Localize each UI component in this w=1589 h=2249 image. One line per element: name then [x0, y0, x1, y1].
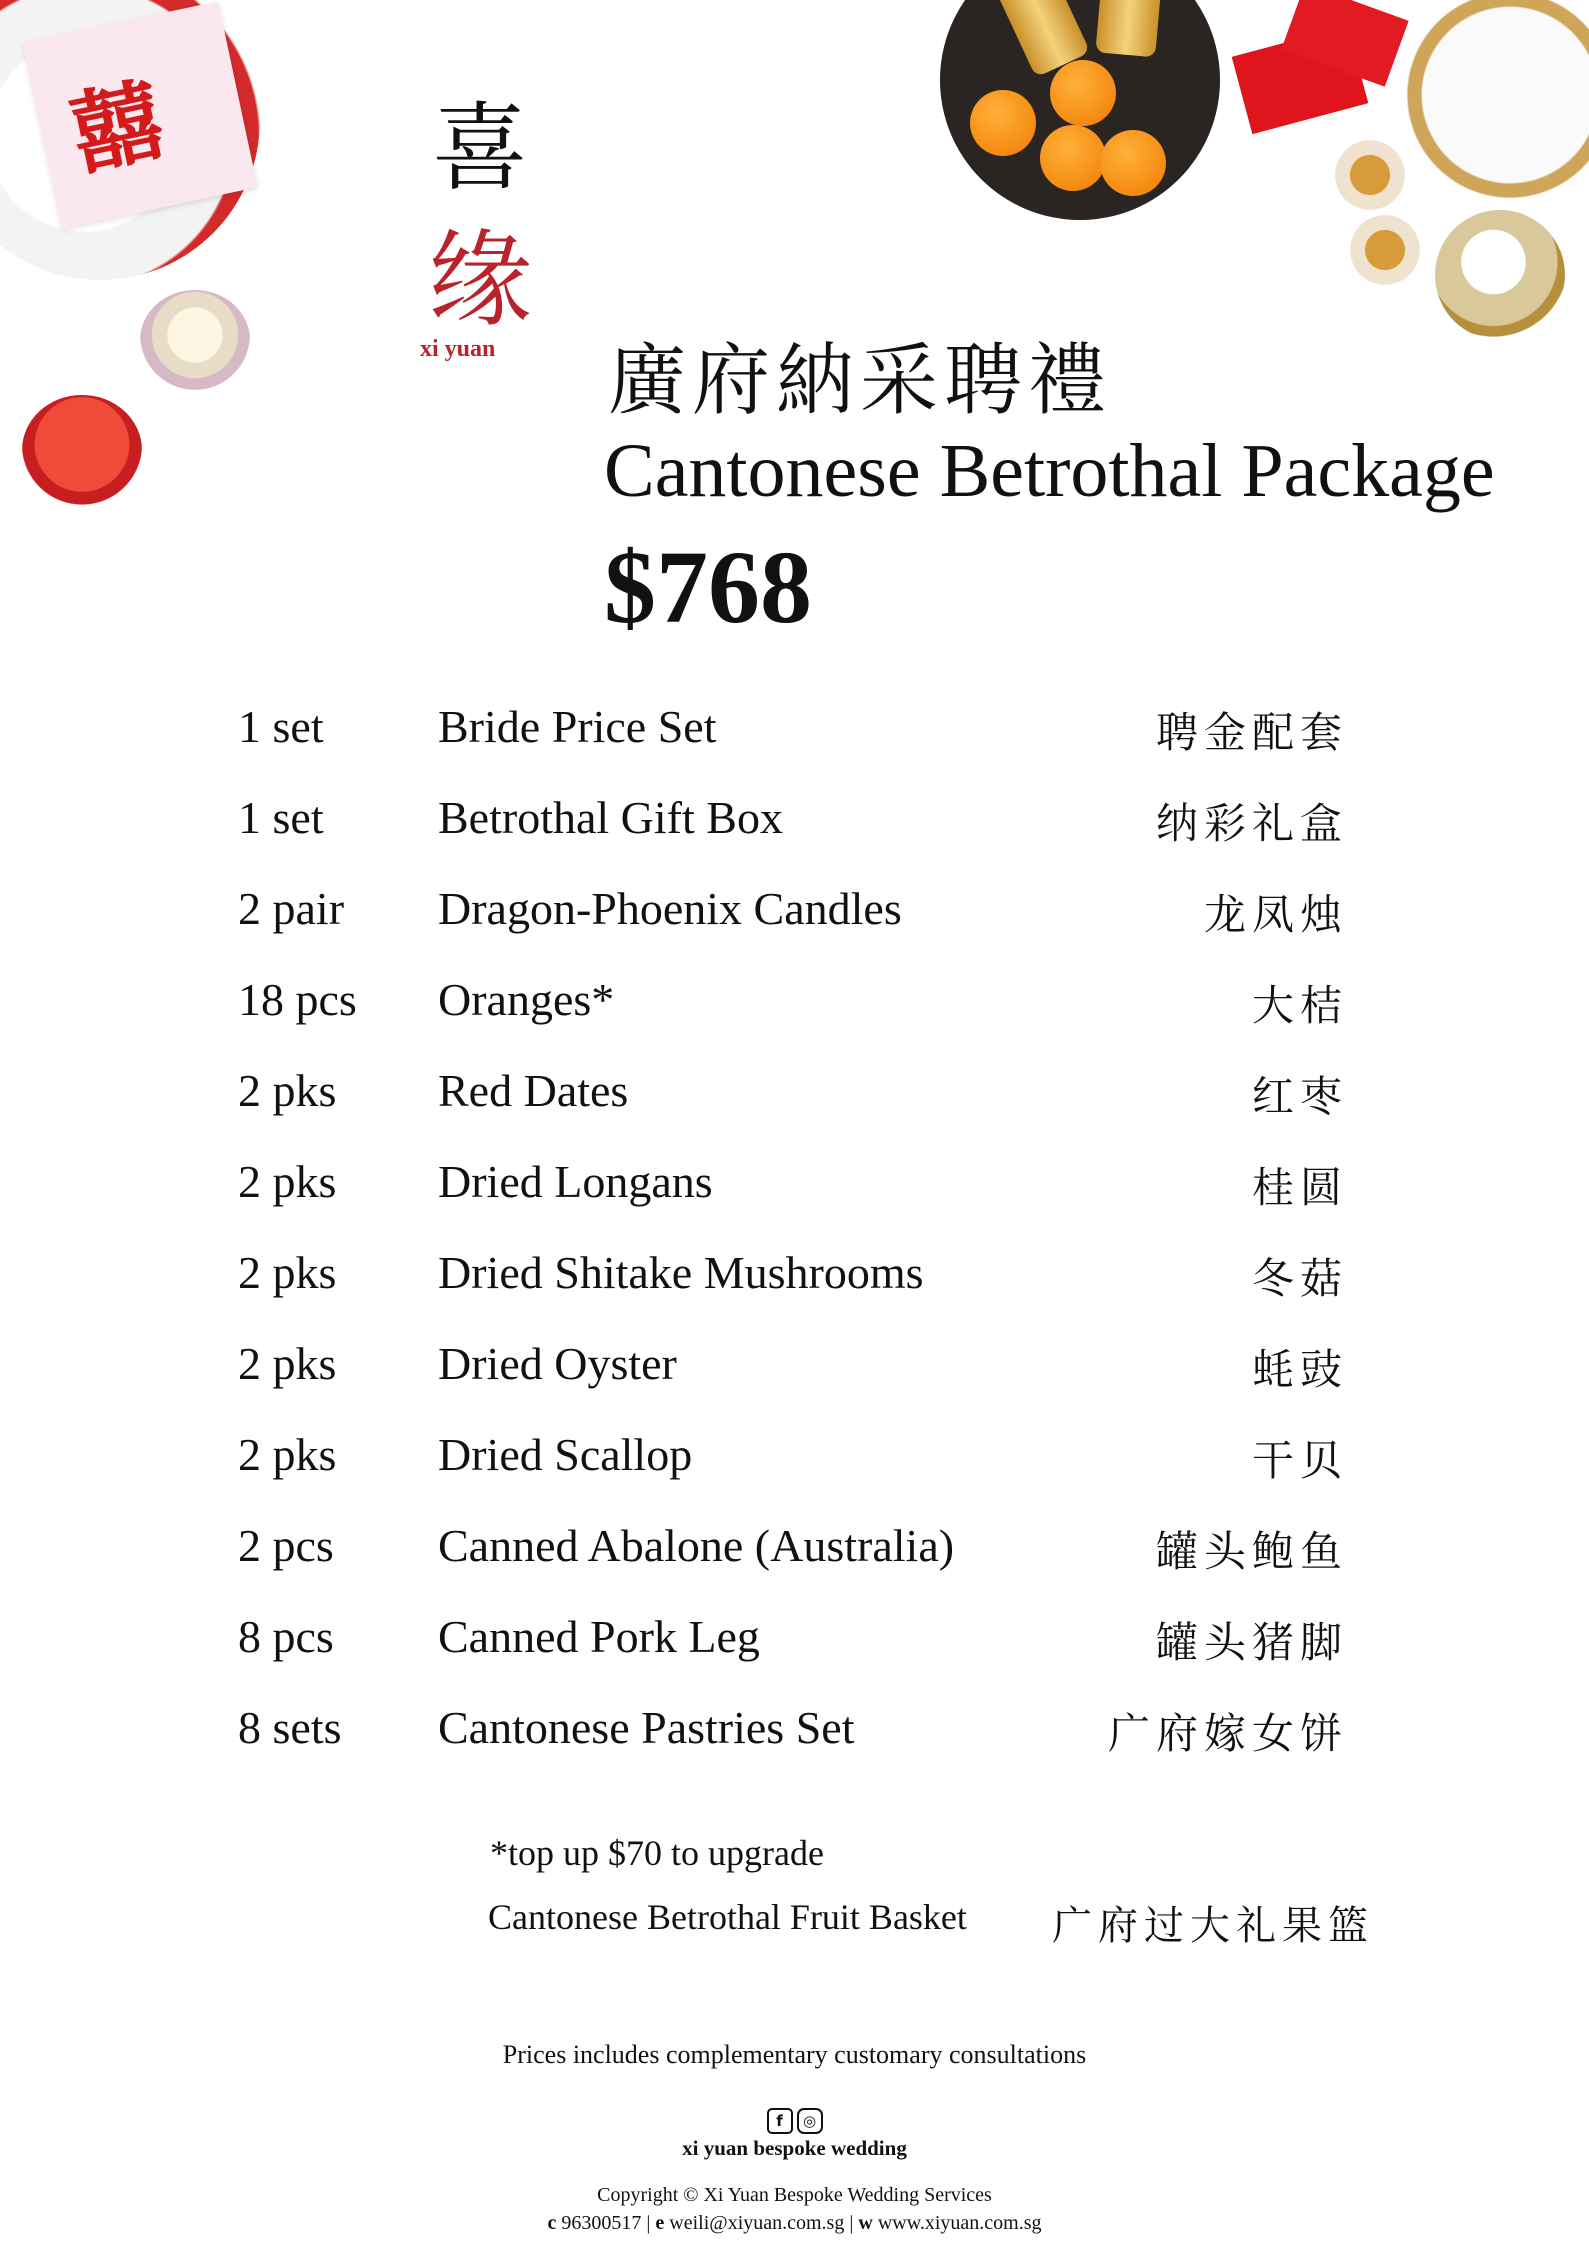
item-quantity: 2 pks: [238, 1156, 337, 1207]
item-name: Canned Pork Leg: [438, 1611, 760, 1662]
item-quantity: 2 pks: [238, 1247, 337, 1298]
item-name: Dried Oyster: [438, 1338, 677, 1389]
red-pincushion-photo: [22, 395, 142, 505]
instagram-icon[interactable]: ◎: [797, 2108, 823, 2134]
website-label: w: [858, 2212, 873, 2234]
item-quantity: 2 pks: [238, 1065, 337, 1116]
item-name: Bride Price Set: [438, 701, 717, 752]
orange-icon: [1100, 130, 1166, 196]
item-name-chinese: 红枣: [1251, 1072, 1348, 1121]
item-quantity: 2 pcs: [238, 1520, 334, 1571]
item-name: Dragon-Phoenix Candles: [438, 883, 902, 934]
item-name-chinese: 罐头鲍鱼: [1155, 1527, 1348, 1576]
can-icon: [1095, 0, 1164, 57]
item-quantity: 18 pcs: [238, 974, 357, 1025]
teacup-photo: [1335, 140, 1405, 210]
list-item: [238, 1155, 1348, 1246]
item-list: [238, 700, 1348, 1792]
package-title: Cantonese Betrothal Package: [604, 429, 1495, 513]
item-name: Dried Shitake Mushrooms: [438, 1247, 924, 1298]
item-quantity: 2 pks: [238, 1429, 337, 1480]
item-name-chinese: 龙凤烛: [1203, 890, 1348, 939]
item-quantity: 2 pair: [238, 883, 345, 934]
item-name-chinese: 广府嫁女饼: [1107, 1709, 1348, 1758]
fruit-bowl-photo: [940, 0, 1220, 220]
item-name: Dried Longans: [438, 1156, 713, 1207]
item-quantity: 2 pks: [238, 1338, 337, 1389]
double-happiness-cloth-photo: [22, 1, 257, 228]
item-name-chinese: 冬菇: [1251, 1254, 1348, 1303]
item-name: Cantonese Pastries Set: [438, 1702, 855, 1753]
item-quantity: 1 set: [238, 701, 324, 752]
item-name-chinese: 干贝: [1251, 1436, 1348, 1485]
list-item: [238, 791, 1348, 882]
list-item: [238, 1337, 1348, 1428]
phone-number: 96300517: [561, 2212, 642, 2234]
upgrade-note: *top up $70 to upgrade: [490, 1833, 824, 1873]
item-name-chinese: 蚝豉: [1251, 1345, 1348, 1394]
logo-yuan-character: 缘: [428, 219, 533, 341]
contact-line: c 96300517 | e weili@xiyuan.com.sg | w www.xiyuan.com.sg: [547, 2212, 1042, 2234]
social-icons: [0, 2106, 1589, 2134]
item-name: Red Dates: [438, 1065, 629, 1116]
package-title-chinese: 廣府納采聘禮: [608, 336, 1113, 426]
orange-icon: [970, 90, 1036, 156]
item-name-chinese: 大桔: [1251, 981, 1348, 1030]
list-item: [238, 1610, 1348, 1701]
tea-cup-photo: [140, 290, 250, 390]
orange-icon: [1040, 125, 1106, 191]
copyright-text: Copyright © Xi Yuan Bespoke Wedding Services: [597, 2184, 992, 2206]
list-item: [238, 882, 1348, 973]
phone-label: c: [547, 2212, 557, 2234]
item-name: Betrothal Gift Box: [438, 792, 783, 843]
orange-icon: [1050, 60, 1116, 126]
list-item: [238, 1246, 1348, 1337]
double-happiness-icon: 囍: [62, 67, 173, 190]
list-item: [238, 973, 1348, 1064]
package-price: $768: [604, 530, 812, 645]
list-item: [238, 1519, 1348, 1610]
list-item: [238, 1701, 1348, 1792]
item-name-chinese: 聘金配套: [1155, 708, 1348, 757]
list-item: [238, 1428, 1348, 1519]
logo-text: xi yuan: [420, 336, 496, 362]
item-quantity: 8 pcs: [238, 1611, 334, 1662]
teacup-photo: [1350, 215, 1420, 285]
footer-brand: xi yuan bespoke wedding: [682, 2136, 907, 2160]
logo-xi-character: 喜: [432, 92, 528, 204]
item-name-chinese: 罐头猪脚: [1155, 1618, 1348, 1667]
item-name: Dried Scallop: [438, 1429, 693, 1480]
item-quantity: 8 sets: [238, 1702, 342, 1753]
email-label: e: [655, 2212, 665, 2234]
item-name: Oranges*: [438, 974, 615, 1025]
facebook-icon[interactable]: f: [767, 2108, 793, 2134]
consultation-note: Prices includes complementary customary consultations: [502, 2040, 1087, 2069]
list-item: [238, 1064, 1348, 1155]
upgrade-item-name: Cantonese Betrothal Fruit Basket: [488, 1897, 967, 1937]
item-name: Canned Abalone (Australia): [438, 1520, 955, 1571]
phoenix-plate-photo: [1400, 0, 1589, 210]
website-link[interactable]: www.xiyuan.com.sg: [877, 2212, 1042, 2234]
email-link[interactable]: weili@xiyuan.com.sg: [669, 2212, 845, 2234]
item-quantity: 1 set: [238, 792, 324, 843]
item-name-chinese: 纳彩礼盒: [1155, 799, 1348, 848]
upgrade-item-name-chinese: 广府过大礼果篮: [1052, 1903, 1374, 1949]
list-item: [238, 700, 1348, 791]
item-name-chinese: 桂圆: [1251, 1163, 1348, 1212]
teapot-photo: [1435, 210, 1565, 340]
